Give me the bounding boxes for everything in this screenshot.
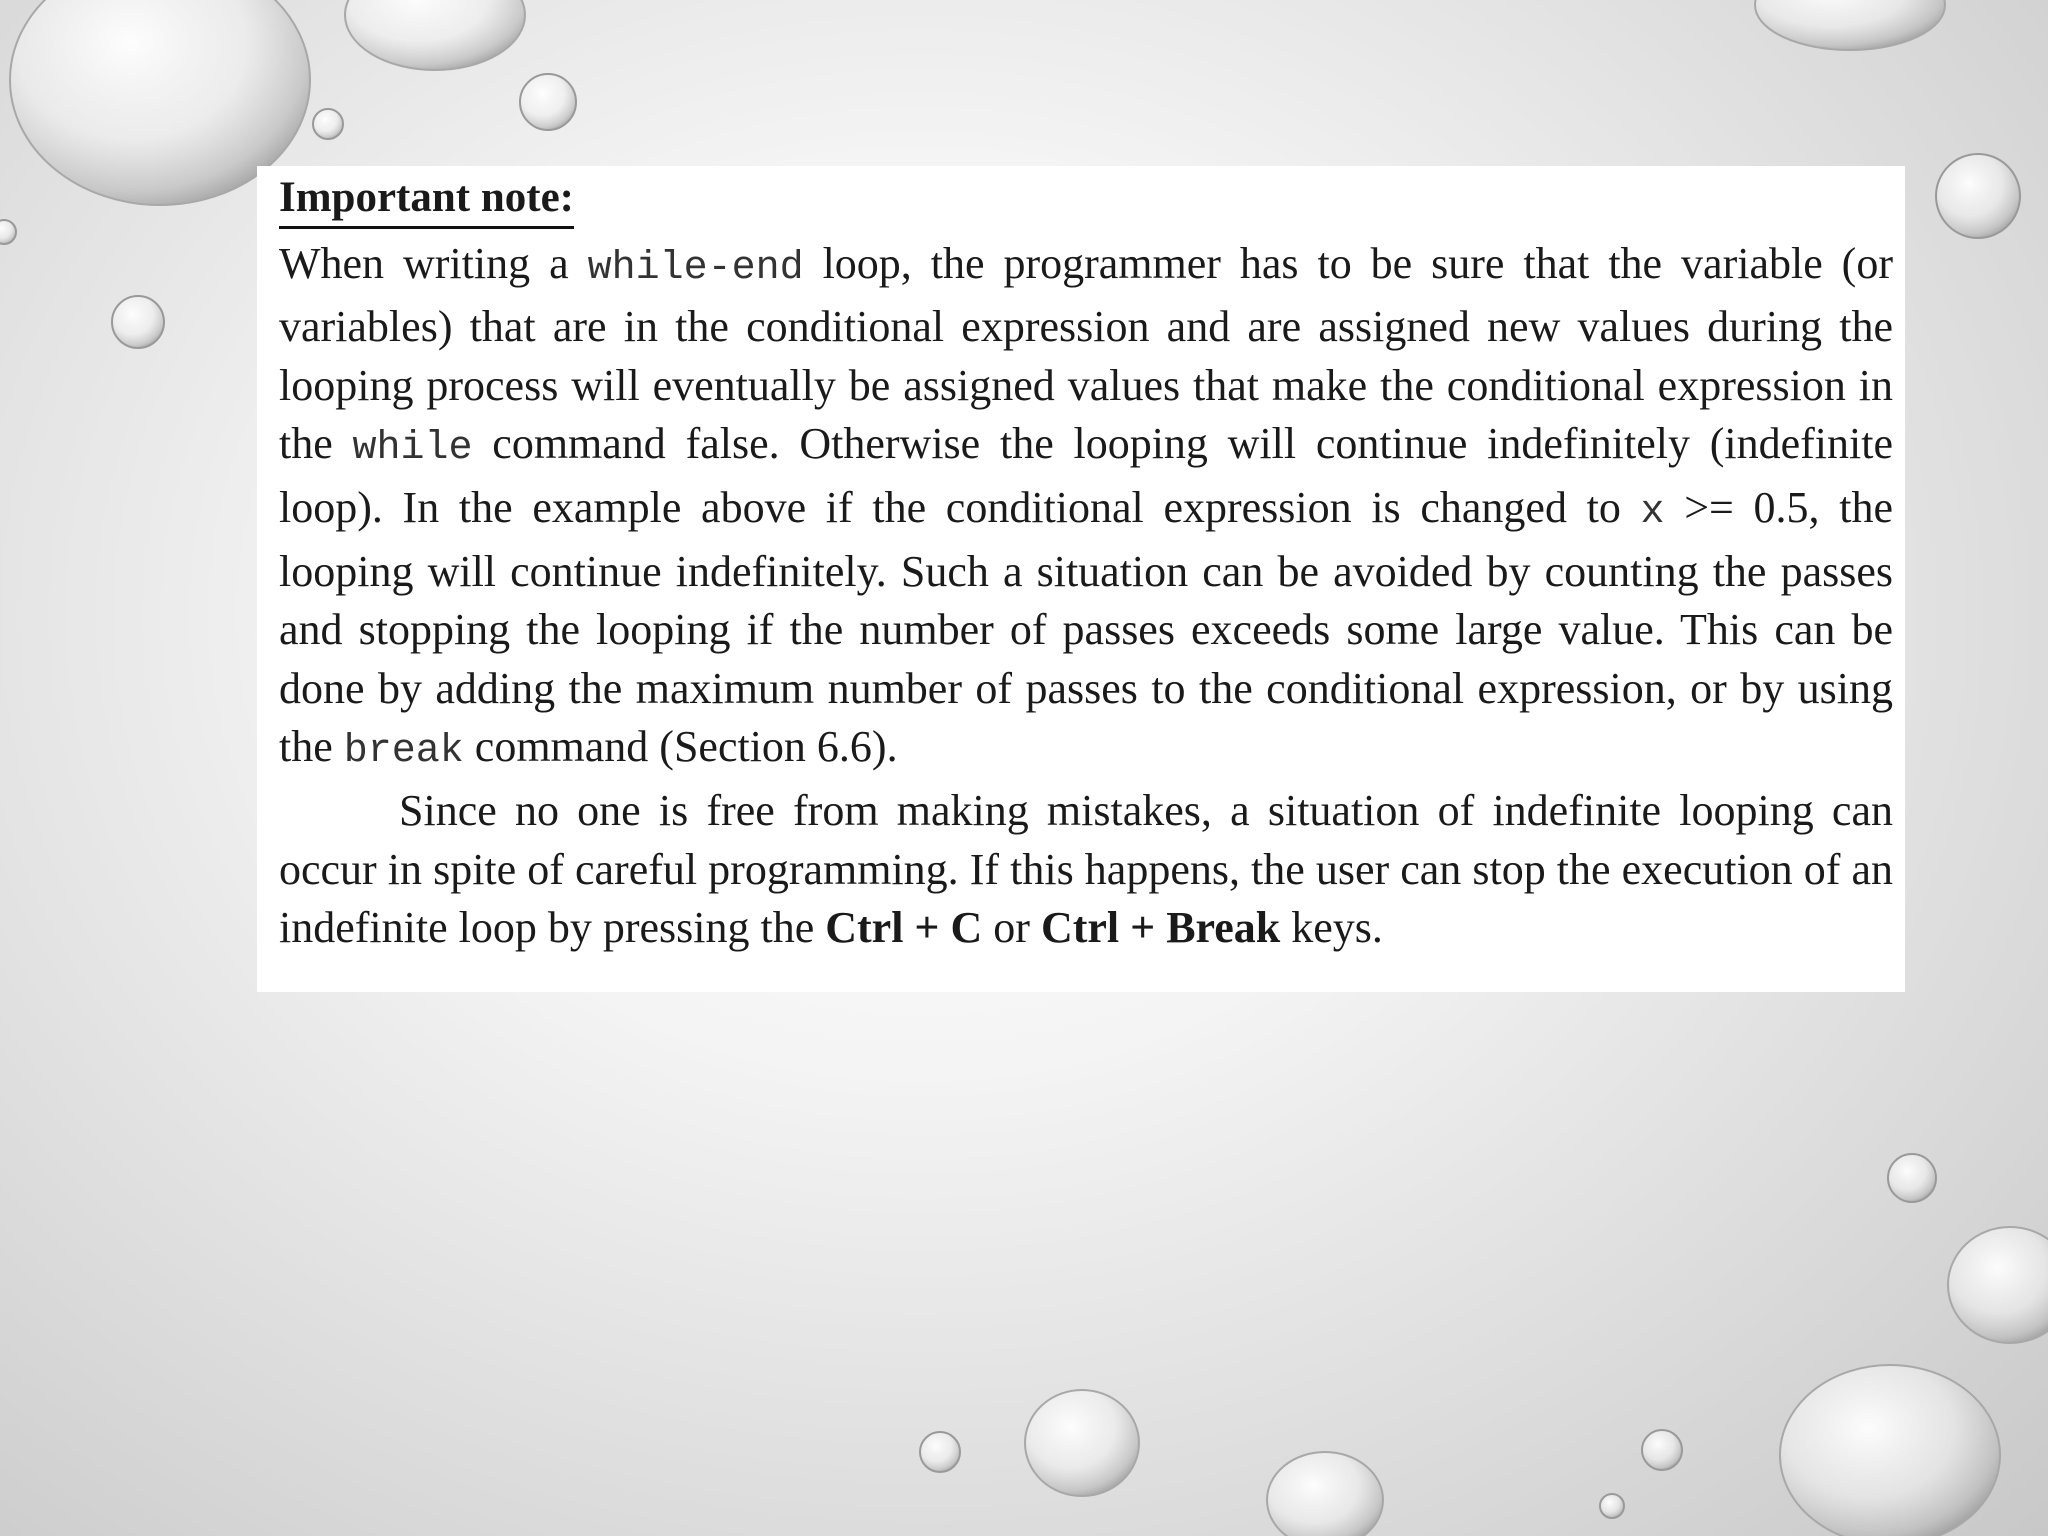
p1-text-5: command (Section 6.6).: [463, 722, 898, 772]
code-x: x: [1640, 489, 1665, 535]
note-content-box: [257, 166, 1905, 992]
code-while-end: while-end: [587, 245, 804, 291]
p2-text-2: or: [982, 903, 1041, 953]
p1-text-3: command false. Otherwise the looping will continue indefinitely (indefinite loop). In the example above if the conditional expression is changed to: [279, 419, 1893, 532]
note-paragraph-2: [279, 782, 1893, 958]
code-break: break: [343, 729, 464, 775]
p2-text-3: keys.: [1280, 903, 1383, 953]
p2-text-1: Since no one is free from making mistakes, a situation of indefinite looping can occur in spite of careful programming. If this happens, the user can stop the execution of an indefinite loop by pressing the: [279, 785, 1893, 953]
note-heading: Important note:: [279, 172, 574, 229]
p1-text-1: When writing a: [279, 238, 588, 288]
bottom-drops: [920, 1154, 2048, 1536]
key-ctrl-c: Ctrl + C: [825, 903, 983, 953]
key-ctrl-break: Ctrl + Break: [1040, 903, 1281, 953]
p1-text-2: loop, the programmer has to be sure that the variable (or variables) that are in the conditional expression and are assigned new values during the looping process will eventually be assigned values that make the conditional expression in the: [279, 238, 1893, 469]
p1-text-4: >= 0.5, the looping will continue indefinitely. Such a situation can be avoided by counting the passes and stopping the looping if the number of passes exceeds some large value. This can be done by adding the maximum number of passes to the conditional expression, or by using the: [279, 482, 1894, 772]
code-while: while: [352, 426, 473, 472]
note-paragraph-1: [279, 235, 1893, 782]
